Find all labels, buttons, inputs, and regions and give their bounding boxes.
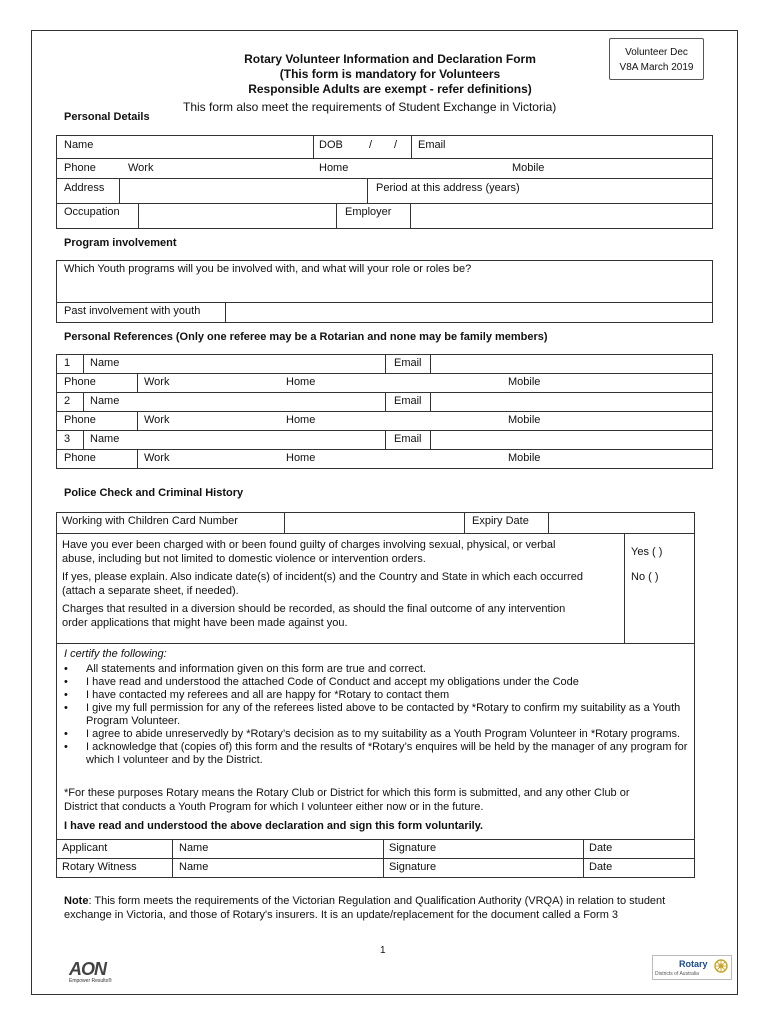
past-involvement-label: Past involvement with youth xyxy=(64,305,201,317)
diversion-note xyxy=(62,602,622,630)
reference-3-home-field[interactable] xyxy=(320,450,500,468)
program-involvement-heading: Program involvement xyxy=(64,237,177,249)
programs-question: Which Youth programs will you be involved with, and what will your role or roles be? xyxy=(64,263,472,275)
explain-instructions xyxy=(62,570,622,598)
form-title-exempt: Responsible Adults are exempt - refer definitions) xyxy=(248,82,532,96)
applicant-name-label: Name xyxy=(179,842,209,854)
reference-phone-label: Phone xyxy=(64,376,96,388)
certify-list xyxy=(62,663,690,767)
period-field[interactable] xyxy=(540,179,710,202)
diversion-note-line: Charges that resulted in a diversion should be recorded, as should the final outcome of any intervention xyxy=(62,603,566,615)
reference-mobile-label: Mobile xyxy=(508,376,541,388)
dob-label: DOB xyxy=(319,139,343,151)
reference-2-name-field[interactable] xyxy=(124,393,383,410)
form-title-mandatory: (This form is mandatory for Volunteers xyxy=(279,67,501,81)
work-phone-label: Work xyxy=(128,162,154,174)
dob-field[interactable] xyxy=(345,136,409,157)
aon-logo xyxy=(69,960,129,990)
email-label: Email xyxy=(418,139,446,151)
witness-name-label: Name xyxy=(179,861,209,873)
reference-3-mobile-field[interactable] xyxy=(546,450,710,468)
applicant-label: Applicant xyxy=(62,842,108,854)
charges-question xyxy=(62,538,622,566)
reference-number: 2 xyxy=(64,395,71,407)
applicant-name-field[interactable] xyxy=(212,840,381,857)
name-label: Name xyxy=(64,139,94,151)
certify-item: • I acknowledge that (copies of) this form and the results of *Rotary’s enquires will be held by the manager of any program for which I volunteer and by the District. xyxy=(62,741,690,767)
home-phone-label: Home xyxy=(319,162,349,174)
work-phone-field[interactable] xyxy=(160,159,310,177)
certify-item: • I have contacted my referees and all are happy for *Rotary to contact them xyxy=(62,689,690,702)
reference-1-home-field[interactable] xyxy=(320,374,500,391)
reference-2-work-field[interactable] xyxy=(175,412,280,429)
form-title: Rotary Volunteer Information and Declaration Form xyxy=(244,52,536,66)
email-field[interactable] xyxy=(452,136,710,157)
wwcc-label: Working with Children Card Number xyxy=(62,515,238,527)
rotary-logo-subtitle: Districts of Australia xyxy=(655,971,699,977)
expiry-label: Expiry Date xyxy=(472,515,529,527)
note-text: exchange in Victoria, and those of Rotary's insurers. It is an update/replacement for the document called a Form 3 xyxy=(64,909,619,921)
home-phone-field[interactable] xyxy=(352,159,502,177)
rotary-definition-line: District that conducts a Youth Program for which I volunteer either now or in the future. xyxy=(64,801,484,813)
phone-label: Phone xyxy=(64,162,96,174)
reference-work-label: Work xyxy=(144,376,170,388)
employer-label: Employer xyxy=(345,206,392,218)
charges-question-line: Have you ever been charged with or been found guilty of charges involving sexual, physical, or verbal xyxy=(62,539,556,551)
reference-phone-label: Phone xyxy=(64,452,96,464)
applicant-signature-field[interactable] xyxy=(442,840,581,857)
certify-item: • I agree to abide unreservedly by *Rotary’s decision as to my suitability as a Youth Program Volunteer in *Rotary programs. xyxy=(62,728,690,741)
page-number: 1 xyxy=(380,945,386,956)
witness-signature-label: Signature xyxy=(389,861,437,873)
address-label: Address xyxy=(64,182,105,194)
aon-logo-text: AON xyxy=(69,959,106,979)
reference-1-name-field[interactable] xyxy=(124,355,383,372)
reference-email-label: Email xyxy=(394,395,422,407)
past-involvement-field[interactable] xyxy=(227,303,710,322)
explain-instructions-line: (attach a separate sheet, if needed). xyxy=(62,585,239,597)
dob-separator: / xyxy=(394,139,398,151)
mobile-label: Mobile xyxy=(512,162,545,174)
yes-checkbox[interactable]: Yes ( ) xyxy=(631,546,663,558)
vrqa-note xyxy=(64,894,714,922)
reference-number: 3 xyxy=(64,433,71,445)
certify-item: • I have read and understood the attached Code of Conduct and accept my obligations under the Code xyxy=(62,676,690,689)
reference-1-work-field[interactable] xyxy=(175,374,280,391)
reference-mobile-label: Mobile xyxy=(508,414,541,426)
form-subtitle: This form also meet the requirements of Student Exchange in Victoria) xyxy=(183,100,557,114)
reference-1-mobile-field[interactable] xyxy=(546,374,710,391)
certify-intro: I certify the following: xyxy=(64,648,167,660)
reference-mobile-label: Mobile xyxy=(508,452,541,464)
witness-signature-field[interactable] xyxy=(442,859,581,877)
reference-home-label: Home xyxy=(286,376,316,388)
reference-3-email-field[interactable] xyxy=(432,431,710,448)
police-check-heading: Police Check and Criminal History xyxy=(64,487,244,499)
witness-date-label: Date xyxy=(589,861,613,873)
address-field[interactable] xyxy=(121,179,365,202)
rotary-definition-line: *For these purposes Rotary means the Rotary Club or District for which this form is submitted, and any other Club or xyxy=(64,787,630,799)
no-checkbox[interactable]: No ( ) xyxy=(631,571,659,583)
reference-1-email-field[interactable] xyxy=(432,355,710,372)
reference-home-label: Home xyxy=(286,452,316,464)
rotary-logo-text: Rotary xyxy=(679,959,708,969)
version-date: V8A March 2019 xyxy=(619,62,694,73)
reference-email-label: Email xyxy=(394,357,422,369)
declaration-statement: I have read and understood the above declaration and sign this form voluntarily. xyxy=(64,820,484,832)
charges-question-line: abuse, including but not limited to domestic violence or intervention orders. xyxy=(62,553,426,565)
reference-2-mobile-field[interactable] xyxy=(546,412,710,429)
note-label: Note xyxy=(64,895,89,907)
applicant-signature-label: Signature xyxy=(389,842,437,854)
occupation-label: Occupation xyxy=(64,206,120,218)
note-text: : This form meets the requirements of the Victorian Regulation and Qualification Authority (VRQA) in relation to student xyxy=(88,895,666,907)
applicant-date-field[interactable] xyxy=(618,840,693,857)
programs-answer-field[interactable] xyxy=(58,278,710,301)
aon-tagline: Empower Results® xyxy=(69,978,112,984)
reference-email-label: Email xyxy=(394,433,422,445)
reference-2-email-field[interactable] xyxy=(432,393,710,410)
reference-2-home-field[interactable] xyxy=(320,412,500,429)
reference-phone-label: Phone xyxy=(64,414,96,426)
reference-3-name-field[interactable] xyxy=(124,431,383,448)
reference-home-label: Home xyxy=(286,414,316,426)
name-field[interactable] xyxy=(120,136,312,157)
reference-number: 1 xyxy=(64,357,71,369)
reference-3-work-field[interactable] xyxy=(175,450,280,468)
rotary-definition xyxy=(64,786,694,814)
reference-name-label: Name xyxy=(90,357,120,369)
mobile-field[interactable] xyxy=(550,159,710,177)
diversion-note-line: order applications that might have been made against you. xyxy=(62,617,348,629)
rotary-wheel-icon xyxy=(714,959,728,973)
employer-field[interactable] xyxy=(412,204,710,228)
wwcc-field[interactable] xyxy=(286,513,462,532)
reference-name-label: Name xyxy=(90,433,120,445)
witness-label: Rotary Witness xyxy=(62,861,137,873)
occupation-field[interactable] xyxy=(140,204,334,228)
reference-work-label: Work xyxy=(144,452,170,464)
rotary-logo xyxy=(652,955,732,980)
personal-references-heading: Personal References (Only one referee may be a Rotarian and none may be family members) xyxy=(64,331,548,343)
witness-name-field[interactable] xyxy=(212,859,381,877)
certify-item: • I give my full permission for any of the referees listed above to be contacted by *Rotary to confirm my suitability as a Youth Program Volunteer. xyxy=(62,702,690,728)
reference-name-label: Name xyxy=(90,395,120,407)
reference-work-label: Work xyxy=(144,414,170,426)
explain-instructions-line: If yes, please explain. Also indicate date(s) of incident(s) and the Country and State in which each occurred xyxy=(62,571,583,583)
personal-details-heading: Personal Details xyxy=(64,111,150,123)
expiry-field[interactable] xyxy=(550,513,693,532)
applicant-date-label: Date xyxy=(589,842,613,854)
period-label: Period at this address (years) xyxy=(376,182,520,194)
version-label: Volunteer Dec xyxy=(625,47,688,58)
certify-item: • All statements and information given on this form are true and correct. xyxy=(62,663,690,676)
witness-date-field[interactable] xyxy=(618,859,693,877)
dob-separator: / xyxy=(369,139,373,151)
